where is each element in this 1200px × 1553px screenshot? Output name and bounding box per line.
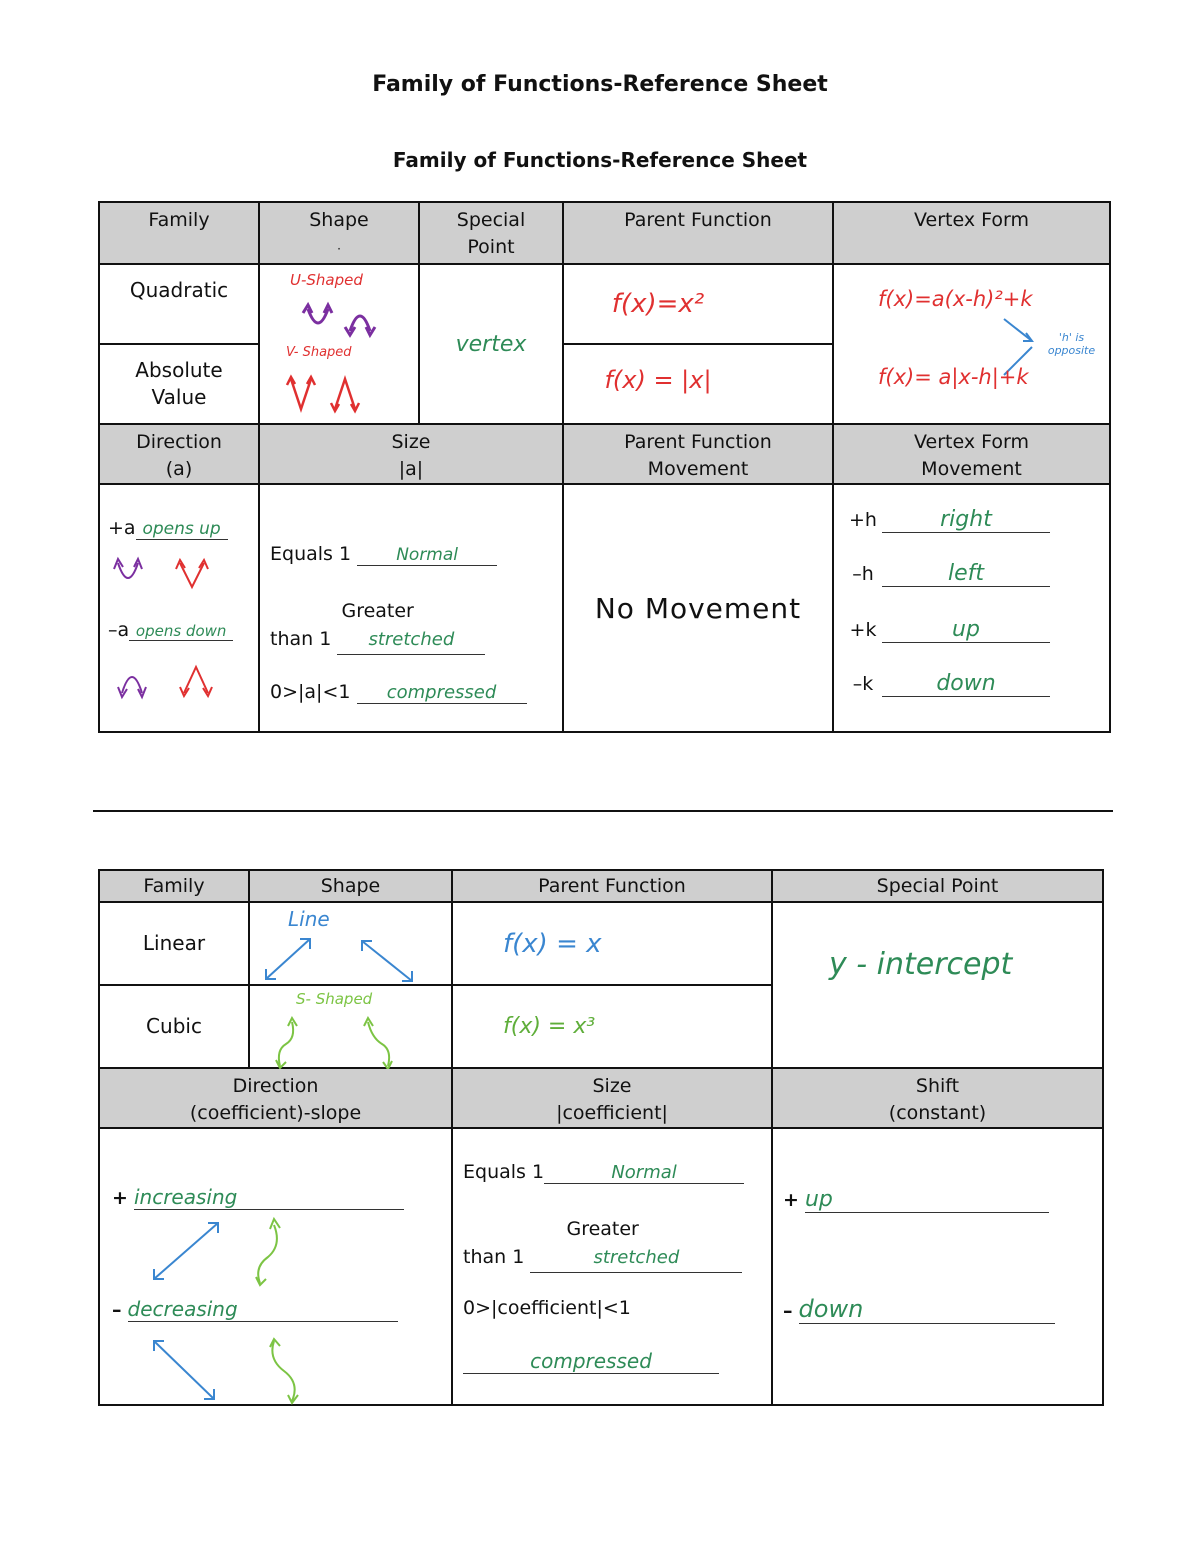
line-label: Line	[288, 907, 330, 931]
family-linear: Linear	[99, 902, 249, 985]
v-shaped-label: V- Shaped	[286, 345, 352, 360]
header-special-point: Special Point	[419, 202, 563, 264]
family-absolute-value: Absolute Value	[99, 344, 259, 424]
section-title: Family of Functions-Reference Sheet	[392, 148, 808, 172]
special-point-y-intercept: y - intercept	[772, 902, 1103, 1068]
header-special-point-2: Special Point	[772, 870, 1103, 902]
u-shaped-label: U-Shaped	[290, 271, 363, 289]
vertex-form-cell	[833, 264, 1110, 424]
opens-down-arrows-icon	[118, 659, 238, 703]
header-shape: Shape ·	[259, 202, 419, 264]
header-vertex-movement: Vertex Form Movement	[833, 424, 1110, 484]
header-direction-2: Direction (coefficient)-slope	[99, 1068, 452, 1128]
header-size-2: Size |coefficient|	[452, 1068, 772, 1128]
vertex-form-absolute: f(x)= a|x-h|+k	[878, 365, 1029, 389]
header-size: Size |a|	[259, 424, 563, 484]
size-cell: Equals 1 Normal Greater than 1 stretched 0>|a|<1 compressed	[259, 484, 563, 732]
header-family-2: Family	[99, 870, 249, 902]
increasing-arrows-icon	[150, 1215, 330, 1295]
family-cubic: Cubic	[99, 985, 249, 1068]
s-curve-arrows-icon	[272, 1014, 422, 1070]
header-parent-function-2: Parent Function	[452, 870, 772, 902]
parent-function-cubic: f(x) = x³	[452, 985, 772, 1068]
header-direction: Direction (a)	[99, 424, 259, 484]
header-parent-movement: Parent Function Movement	[563, 424, 833, 484]
shape-cubic	[249, 985, 452, 1068]
shape-cell-quadratic-abs	[259, 264, 419, 424]
linear-cubic-table	[98, 869, 1104, 1406]
direction-cell-2: + increasing – decreasing	[99, 1128, 452, 1405]
parent-function-linear: f(x) = x	[452, 902, 772, 985]
family-quadratic: Quadratic	[99, 264, 259, 344]
u-shape-arrows-icon	[300, 301, 390, 341]
parent-function-absolute: f(x) = |x|	[563, 344, 833, 424]
line-arrows-icon	[262, 933, 422, 983]
shift-cell: + up – down	[772, 1128, 1103, 1405]
vertex-movement-cell: +h right –h left +k up –k down	[833, 484, 1110, 732]
vertex-form-quadratic: f(x)=a(x-h)²+k	[878, 287, 1033, 311]
direction-cell: +a opens up –a opens down	[99, 484, 259, 732]
special-point-vertex: vertex	[419, 264, 563, 424]
size-cell-2: Equals 1 Normal Greater than 1 stretched 0>|coefficient|<1 compressed	[452, 1128, 772, 1405]
h-opposite-note: 'h' is opposite	[1047, 331, 1096, 357]
opens-up-arrows-icon	[114, 555, 234, 595]
page-title: Family of Functions-Reference Sheet	[372, 72, 828, 97]
parent-movement-cell: No Movement	[563, 484, 833, 732]
section-divider	[93, 810, 1113, 812]
header-parent-function: Parent Function	[563, 202, 833, 264]
v-shape-arrows-icon	[285, 375, 375, 415]
header-shift: Shift (constant)	[772, 1068, 1103, 1128]
decreasing-arrows-icon	[150, 1335, 330, 1405]
shape-linear	[249, 902, 452, 985]
s-shaped-label: S- Shaped	[296, 990, 373, 1008]
parent-function-quadratic: f(x)=x²	[563, 264, 833, 344]
header-shape-2: Shape	[249, 870, 452, 902]
quadratic-absolute-table	[98, 201, 1111, 733]
header-vertex-form: Vertex Form	[833, 202, 1110, 264]
header-family: Family	[99, 202, 259, 264]
